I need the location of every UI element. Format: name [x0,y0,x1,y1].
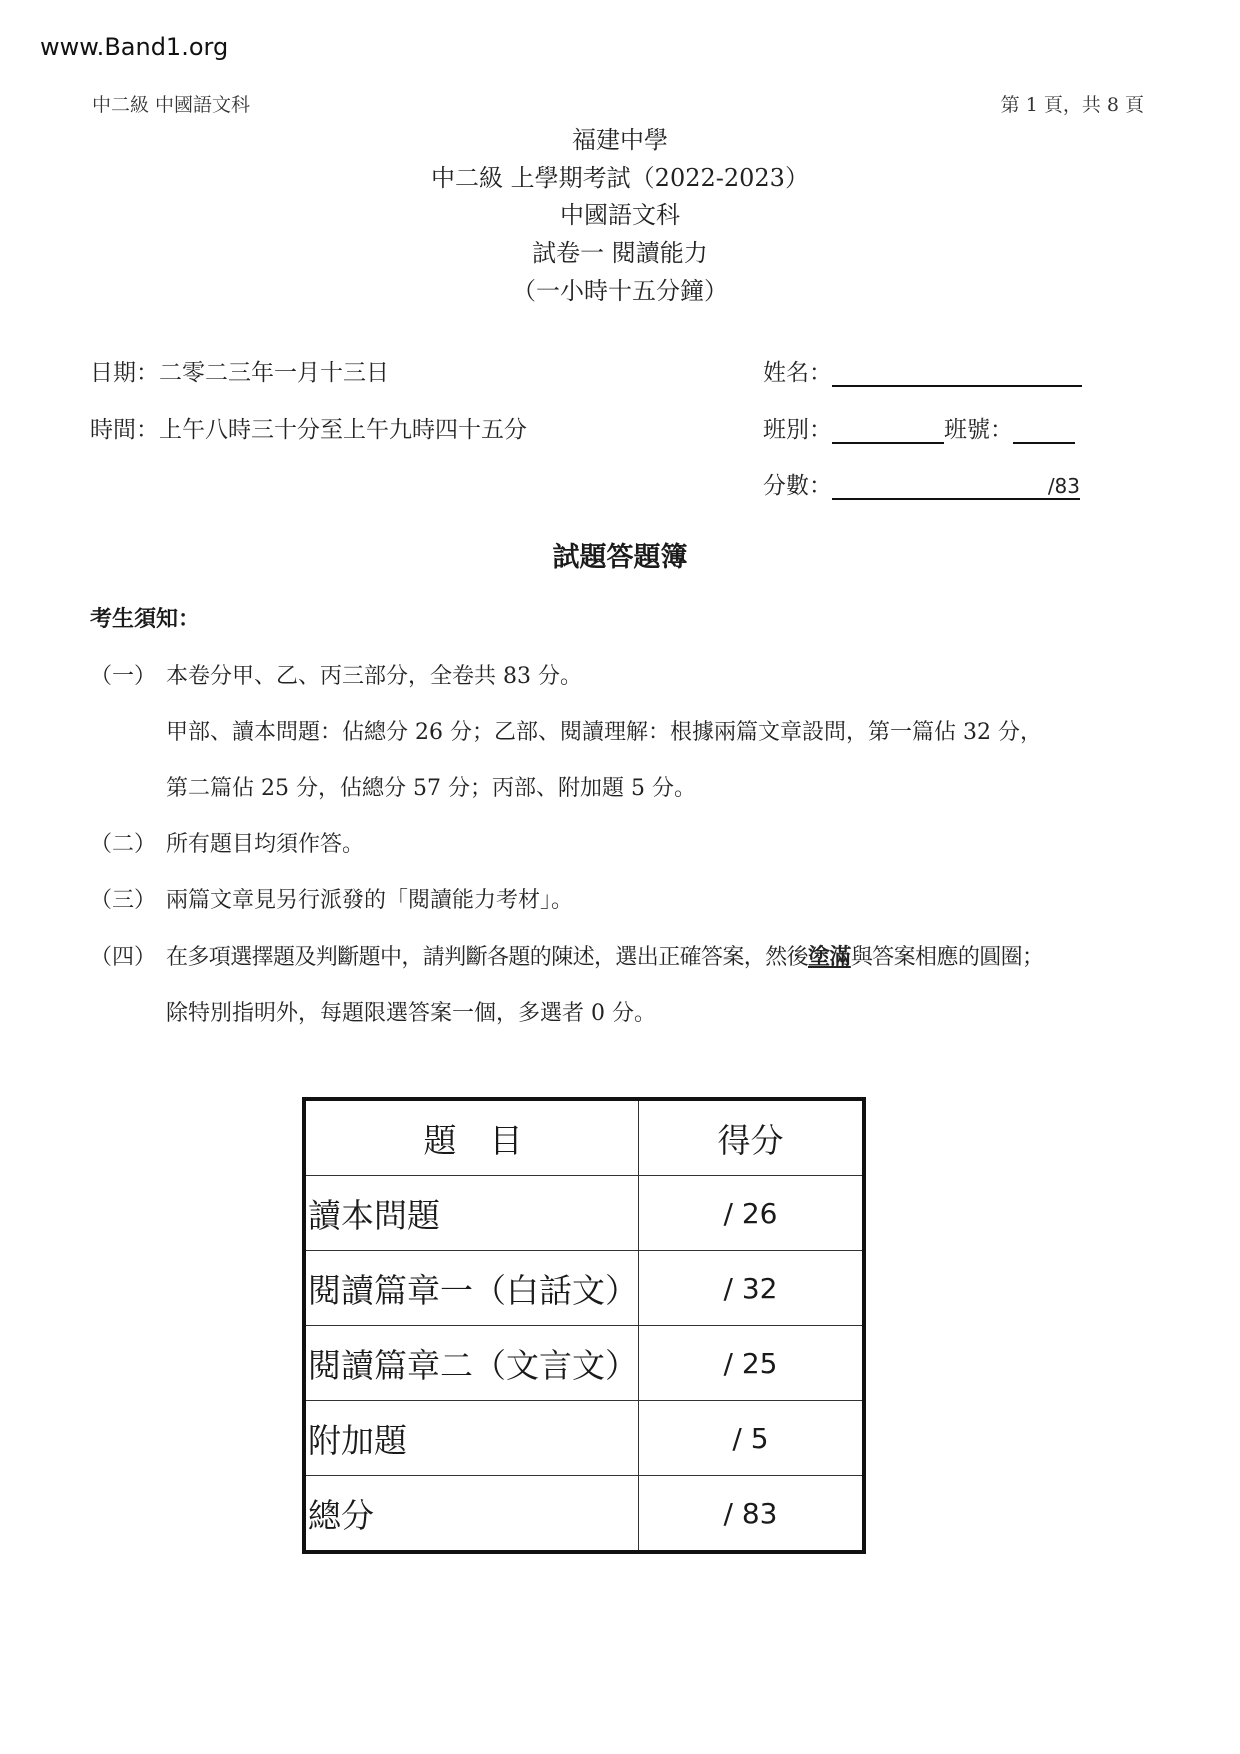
score-blank[interactable] [832,472,1080,500]
table-row [304,1326,864,1401]
table-row-topic: 閱讀篇章一（白話文） [304,1251,639,1326]
class-number-label: 班號： [944,417,1013,443]
table-row [304,1476,864,1553]
score-table-header-row [304,1099,864,1176]
exam-duration: （一小時十五分鐘） [512,277,728,305]
watermark-url: www.Band1.org [40,33,229,61]
header-page-number: 第 1 頁，共 8 頁 [1000,94,1144,116]
score-table-header-topic: 題 目 [304,1099,639,1176]
name-field [763,354,1082,387]
table-row-score[interactable]: / 83 [639,1476,865,1553]
rule-4-text-pre: 在多項選擇題及判斷題中，請判斷各題的陳述，選出正確答案，然後 [166,945,809,970]
rule-1-line-2: 甲部、讀本問題：佔總分 26 分；乙部、閱讀理解：根據兩篇文章設問，第一篇佔 32 分， [166,720,1042,745]
exam-name: 中二級 上學期考試（2022-2023） [431,164,809,192]
rule-4-line-1 [166,940,1043,971]
rule-1-line-3: 第二篇佔 25 分，佔總分 57 分；丙部、附加題 5 分。 [166,776,696,801]
rule-2-number: （二） [90,832,157,857]
table-row-topic: 總分 [304,1476,639,1553]
score-table-header-score: 得分 [639,1099,865,1176]
name-label: 姓名： [763,360,832,386]
rule-4-emphasis: 塗滿 [808,944,851,970]
header-subject: 中二級 中國語文科 [92,94,251,116]
name-blank[interactable] [832,359,1082,387]
score-table [302,1097,866,1554]
rule-4-number: （四） [90,945,157,970]
school-name: 福建中學 [572,126,668,154]
table-row-topic: 附加題 [304,1401,639,1476]
booklet-title: 試題答題簿 [552,542,688,573]
exam-time: 時間：上午八時三十分至上午九時四十五分 [90,417,527,443]
paper-name: 試卷一 閱讀能力 [532,239,708,267]
rule-3-line-1: 兩篇文章見另行派發的「閱讀能力考材」。 [166,888,574,913]
subject-name: 中國語文科 [560,201,680,229]
table-row [304,1251,864,1326]
table-row [304,1176,864,1251]
rule-4-text-post: 與答案相應的圓圈； [850,945,1044,970]
table-row [304,1401,864,1476]
table-row-score[interactable]: / 5 [639,1401,865,1476]
notice-heading: 考生須知： [90,606,201,632]
score-total: /83 [1047,474,1080,498]
rule-1-line-1: 本卷分甲、乙、丙三部分，全卷共 83 分。 [166,664,582,689]
class-label: 班別： [763,417,832,443]
table-row-topic: 閱讀篇章二（文言文） [304,1326,639,1401]
table-row-topic: 讀本問題 [304,1176,639,1251]
rule-2-line-1: 所有題目均須作答。 [166,832,365,857]
score-label: 分數： [763,473,832,499]
class-blank[interactable] [832,416,944,444]
table-row-score[interactable]: / 32 [639,1251,865,1326]
rule-1-number: （一） [90,664,157,689]
table-row-score[interactable]: / 25 [639,1326,865,1401]
exam-date: 日期：二零二三年一月十三日 [90,360,389,386]
table-row-score[interactable]: / 26 [639,1176,865,1251]
rule-4-line-2: 除特別指明外，每題限選答案一個，多選者 0 分。 [166,1001,656,1026]
rule-3-number: （三） [90,888,157,913]
score-field [763,467,1080,500]
class-field [763,411,1075,444]
class-number-blank[interactable] [1013,416,1075,444]
